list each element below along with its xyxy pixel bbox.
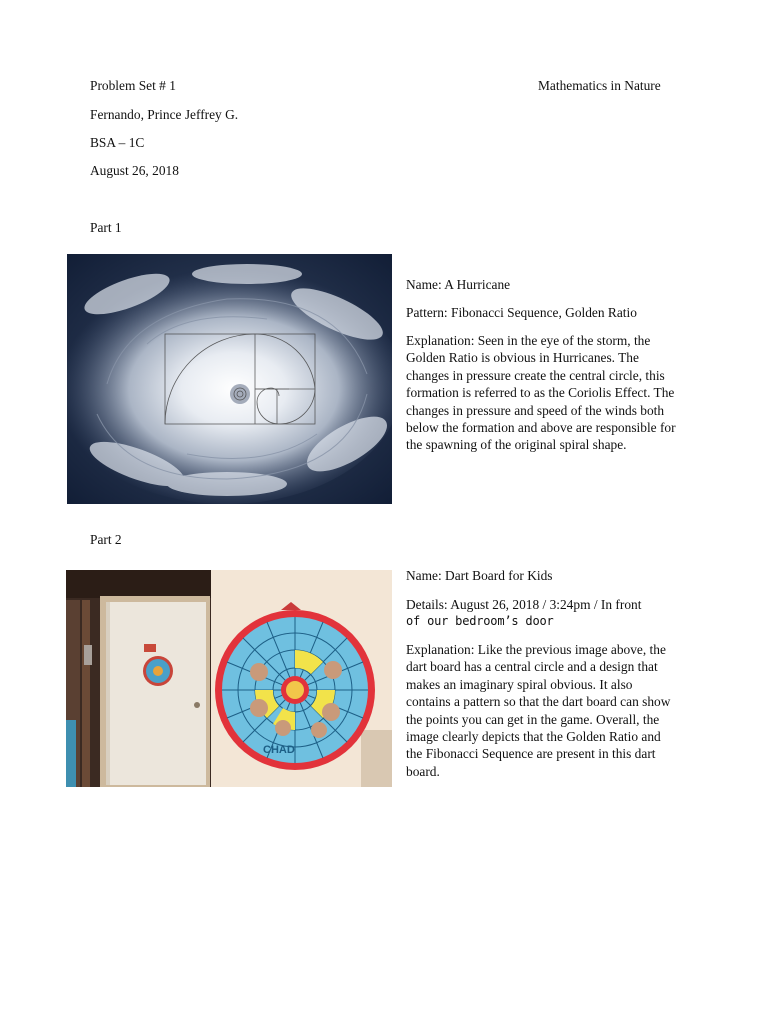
hurricane-photo	[67, 254, 392, 504]
part2-details-line2: of our bedroom’s door	[406, 614, 554, 628]
student-name: Fernando, Prince Jeffrey G.	[90, 107, 239, 122]
part2-explanation: Explanation: Like the previous image above, the dart board has a central circle and a design that makes an imaginary spiral obvious. It also contains a pattern so that the dart board can show the points you can get in the game. Overall, the image clearly depicts that the Golden Ratio and the Fibonacci Sequence are present in this dart board.	[406, 642, 671, 779]
part2-name: Name: Dart Board for Kids	[406, 568, 553, 583]
part1-name: Name: A Hurricane	[406, 277, 511, 292]
date-label: August 26, 2018	[90, 163, 179, 178]
bedroom-door-photo	[66, 570, 211, 787]
section-label: BSA – 1C	[90, 135, 145, 150]
course-title: Mathematics in Nature	[538, 78, 661, 93]
dart-board-photo	[211, 570, 392, 787]
part2-heading: Part 2	[90, 532, 122, 547]
board-label: CHAD	[263, 744, 295, 756]
part1-heading: Part 1	[90, 220, 122, 235]
part1-explanation: Explanation: Seen in the eye of the storm, the Golden Ratio is obvious in Hurricanes. The changes in pressure create the central circle, this formation is referred to as the Coriolis Effect. The changes in pressure and speed of the winds both below the formation and above are responsible for the spawning of the original spiral shape.	[406, 333, 676, 453]
part2-details-line1: Details: August 26, 2018 / 3:24pm / In front	[406, 597, 642, 612]
problem-set-label: Problem Set # 1	[90, 78, 176, 93]
part1-pattern: Pattern: Fibonacci Sequence, Golden Ratio	[406, 305, 637, 320]
